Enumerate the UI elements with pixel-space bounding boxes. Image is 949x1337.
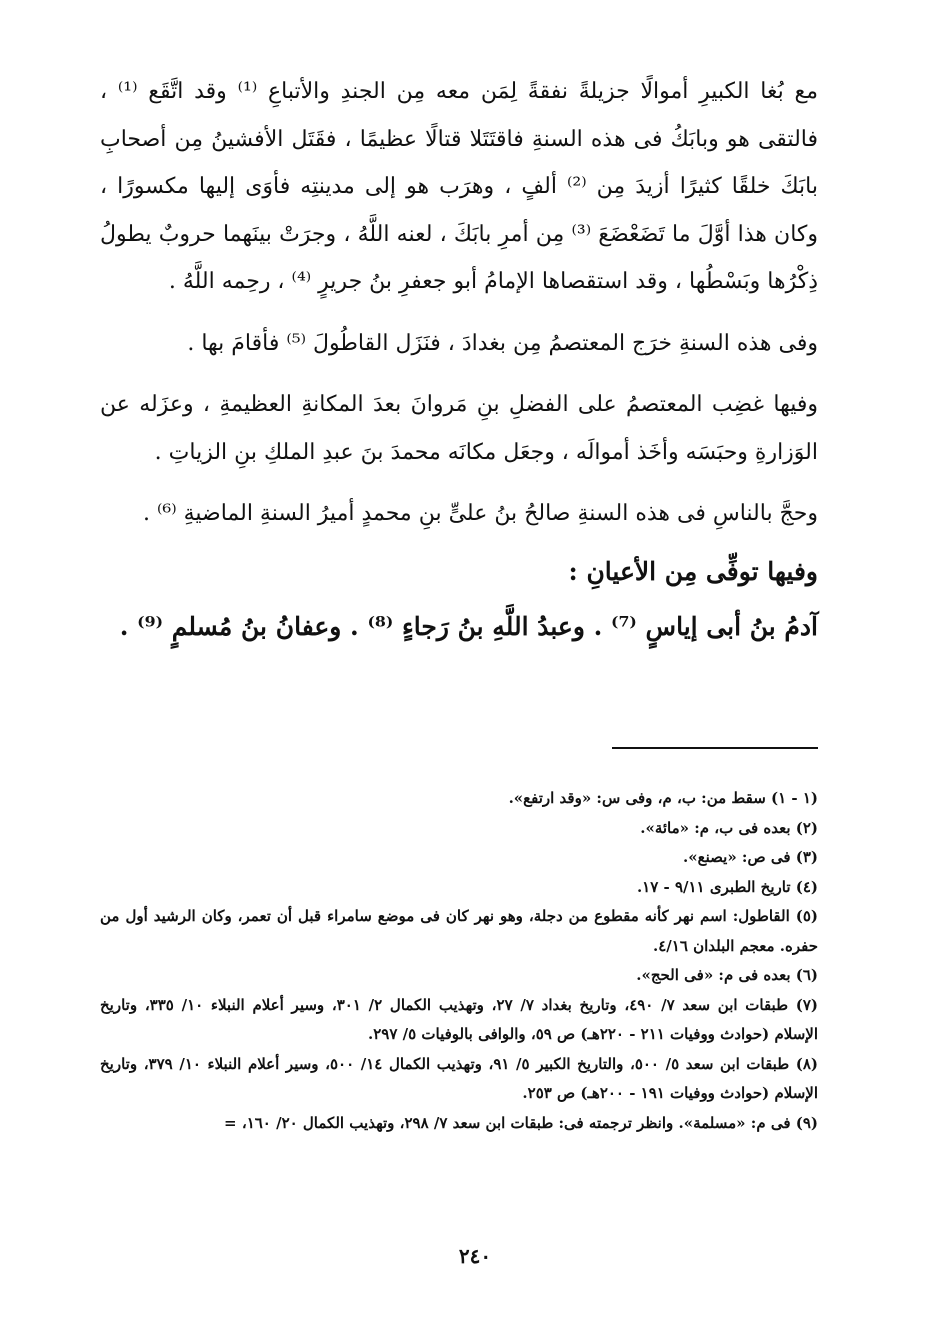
footnote-3: (٣) فى ص: «يصنع». [683, 848, 818, 866]
footnote-1: (١ - ١) سقط من: ب، م، وفى س: «وقد ارتفع». [508, 789, 818, 807]
footnote-8: (٨) طبقات ابن سعد ٥/ ٥٠٠، والتاريخ الكبير ٥/ ٩١، وتهذيب الكمال ١٤/ ٥٠٠، وسير أعلام النبلاء ١٠/ ٣٧٩، وتاريخ الإسلام (حوادث ووفيات ١٩١ - ٢٠٠هـ) ص ٢٥٣. [100, 1054, 819, 1102]
section-heading: وفيها توفِّى مِن الأعيانِ : [568, 556, 818, 586]
paragraph-3: وفيها غضِب المعتصمُ على الفضلِ بنِ مَروانَ بعدَ المكانةِ العظيمةِ ، وعزَله عن الوَزارةِ وحبَسَه وأخَذ أموالَه ، وجعَل مكانَه محمدَ بنَ عبدِ الملكِ بنِ الزياتِ . [100, 392, 818, 465]
footnote-7: (٧) طبقات ابن سعد ٧/ ٤٩٠، وتاريخ بغداد ٧/ ٢٧، وتهذيب الكمال ٢/ ٣٠١، وسير أعلام النبلاء ١٠/ ٣٣٥، وتاريخ الإسلام (حوادث ووفيات ٢١١ - ٢٢٠هـ) ص ٥٩، والوافى بالوفيات ٥/ ٢٩٧. [100, 995, 819, 1043]
footnotes [100, 784, 818, 1138]
deceased-names-line: آدمُ بنُ أبى إياسٍ ⁽⁷⁾ . وعبدُ اللَّهِ بنُ رَجاءٍ ⁽⁸⁾ . وعفانُ بنُ مُسلمٍ ⁽⁹⁾ . [119, 612, 818, 641]
footnote-5: (٥) القاطول: اسم نهر كأنه مقطوع من دجلة، وهو نهر كان فى موضع سامراء قبل أن تعمر، وكان الرشيد أول من حفره. معجم البلدان ٤/١٦. [100, 907, 818, 955]
footnote-9: (٩) فى م: «مسلمة». وانظر ترجمته فى: طبقات ابن سعد ٧/ ٢٩٨، وتهذيب الكمال ٢٠/ ١٦٠، = [224, 1113, 818, 1132]
paragraph-4: وحجَّ بالناسِ فى هذه السنةِ صالحُ بنُ علىٍّ بنِ محمدٍ أميرُ السنةِ الماضيةِ ⁽⁶⁾ . [142, 501, 818, 526]
main-text [100, 68, 818, 651]
paragraph-1: مع بُغا الكبيرِ أموالًا جزيلةً نفقةً لِمَن معه مِن الجندِ والأتباعِ ⁽¹⁾ وقد اتَّقَع ⁽¹⁾ ، فالتقى هو وبابَكُ فى هذه السنةِ فاقتَتَلا قتالًا عظيمًا ، فقَتَل الأفشينُ مِن أصحابِ بابَكَ خلقًا كثيرًا أزيدَ مِن ⁽²⁾ ألفٍ ، وهرَب هو إلى مدينتِه فأوَى إليها مكسورًا ، وكان هذا أوَّلَ ما تَضَعْضَعَ ⁽³⁾ مِن أمرِ بابَكَ ، لعنه اللَّهُ ، وجرَتْ بينَهما حروبٌ يطولُ ذِكْرُها وبَسْطُها ، وقد استقصاها الإمامُ أبو جعفرِ بنُ جريرٍ ⁽⁴⁾ ، رحِمه اللَّهُ . [100, 79, 818, 294]
footnote-separator [612, 747, 818, 749]
footnote-4: (٤) تاريخ الطبرى ٩/١١ - ١٧. [636, 877, 818, 896]
page-number: ٢٤٠ [458, 1244, 492, 1268]
footnote-2: (٢) بعده فى ب، م: «مائة». [640, 818, 818, 837]
footnote-6: (٦) بعده فى م: «فى الحج». [636, 966, 818, 984]
paragraph-2: وفى هذه السنةِ خرَج المعتصمُ مِن بغدادَ ، فنَزَل القاطُولَ ⁽⁵⁾ فأقامَ بها . [187, 330, 818, 356]
